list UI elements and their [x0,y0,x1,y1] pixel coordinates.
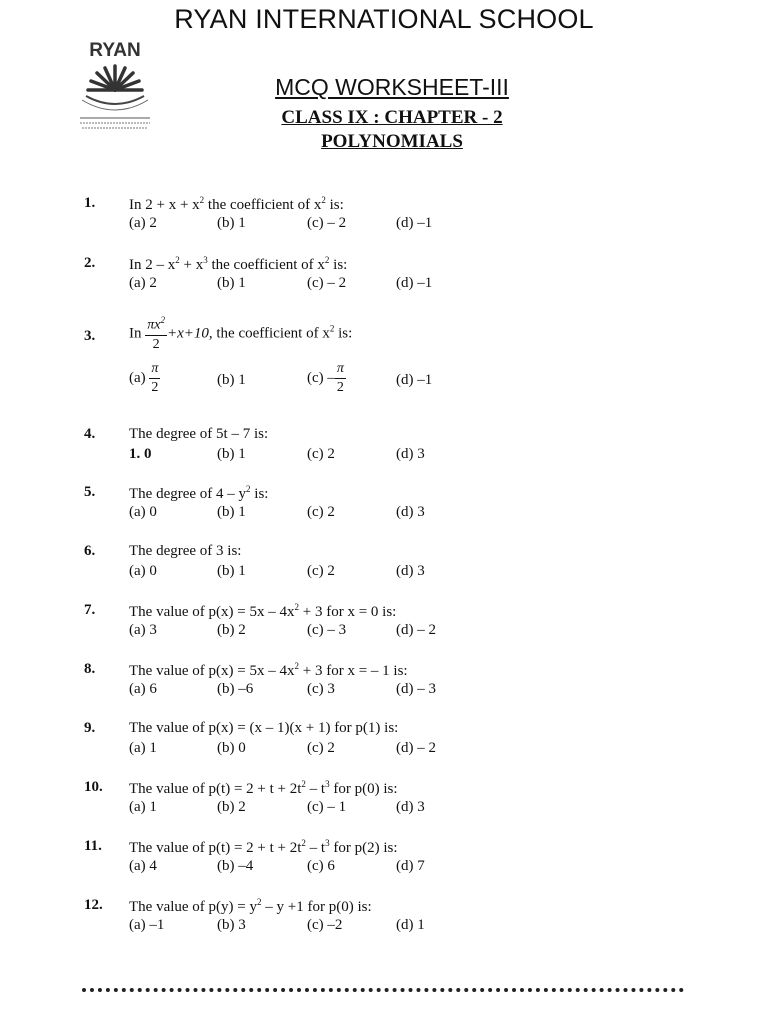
option-d: (d) 3 [396,563,425,579]
question-5 [0,484,768,524]
option-b: (b) 1 [217,446,246,462]
option-c: (c) 2 [307,563,335,579]
question-text: The value of $p(x) = 5x - 4x^2 + 3$ for x = 0 is: [129,602,397,620]
question-text: In $2 - x^2 + x^3$ the coefficient of $x^2$ is: [129,255,348,273]
option-b: (b) 2 [217,799,246,815]
option-a: 1. 0 [129,446,152,462]
option-b: (b) 2 [217,622,246,638]
option-d: (d) – 2 [396,622,436,638]
option-c: (c) – 2 [307,275,347,291]
dotted-divider [82,988,684,992]
question-text: The value of p(x) = (x – 1)(x + 1) for p(1) is: [129,720,399,736]
question-number: 1. [84,195,96,211]
question-3-number: 3. [84,328,96,344]
question-number: 10. [84,779,103,795]
question-text: The value of $p(x) = 5x - 4x^2 + 3$ for x = – 1 is: [129,661,408,679]
option-a: (a) 3 [129,622,157,638]
option-a: (a) 1 [129,799,157,815]
question-3-options [0,362,768,402]
option-a: (a) 1 [129,740,157,756]
question-text: The degree of 5t – 7 is: [129,426,269,442]
option-a: (a) 6 [129,681,157,697]
question-8 [0,661,768,701]
option-d: (d) 1 [396,917,425,933]
option-c: (c) 2 [307,504,335,520]
question-12 [0,897,768,937]
option-a: (a) –1 [129,917,165,933]
question-text: The value of $p(t) = 2 + t + 2t^2 - t^3$ for p(2) is: [129,838,398,856]
option-b: (b) –6 [217,681,254,697]
question-text: The value of $p(t) = 2 + t + 2t^2 - t^3$ for p(0) is: [129,779,398,797]
option-c: (c) 2 [307,446,335,462]
question-number: 6. [84,543,96,559]
question-text: The value of $p(y) = y^2 - y +1$ for p(0) is: [129,897,372,915]
option-c: (c) –2 [307,917,343,933]
option-c: (c) – 2 [307,215,347,231]
option-d: (d) 3 [396,504,425,520]
option-b: (b) –4 [217,858,254,874]
option-d: (d) –1 [396,215,433,231]
option-c: (c) 6 [307,858,335,874]
option-c: (c) 3 [307,681,335,697]
school-title: RYAN INTERNATIONAL SCHOOL [174,4,594,34]
option-a: (a) 0 [129,504,157,520]
question-2 [0,255,768,295]
option-d: (d) –1 [396,275,433,291]
worksheet-title: MCQ WORKSHEET-III [275,74,509,100]
option-a: (a) 2 [129,275,157,291]
question-text: The degree of $4 - y^2$ is: [129,484,269,502]
option-a: (a) 0 [129,563,157,579]
option-d: (d) – 3 [396,681,436,697]
option-d: (d) –1 [396,372,433,388]
question-number: 9. [84,720,96,736]
option-b: (b) 3 [217,917,246,933]
chapter-name: POLYNOMIALS [321,131,463,152]
question-text: In $2 + x + x^2$ the coefficient of $x^2$ is: [129,195,344,213]
option-c: (c) 2 [307,740,335,756]
question-number: 8. [84,661,96,677]
option-c: (c) – 1 [307,799,347,815]
class-chapter-heading: CLASS IX : CHAPTER - 2 [281,107,503,128]
option-b: (b) 1 [217,563,246,579]
logo-wordmark: RYAN [89,40,141,61]
option-d: (d) 7 [396,858,425,874]
option-a: (a) $\frac{\pi}{2}$ [129,361,159,395]
option-a: (a) 2 [129,215,157,231]
question-number: 4. [84,426,96,442]
question-number: 12. [84,897,103,913]
question-1 [0,195,768,235]
question-9 [0,720,768,760]
question-3-text: In $\frac{\pi x^2}{2}$ +x+10, the coefficient of $x^2$ is: [129,315,353,352]
option-b: (b) 1 [217,372,246,388]
question-6 [0,543,768,583]
fraction: $\frac{\pi x^2}{2}$ [147,315,165,352]
question-number: 2. [84,255,96,271]
option-b: (b) 1 [217,504,246,520]
question-10 [0,779,768,819]
question-number: 5. [84,484,96,500]
question-4 [0,426,768,466]
option-d: (d) 3 [396,799,425,815]
option-a: (a) 4 [129,858,157,874]
question-text: The degree of 3 is: [129,543,242,559]
option-d: (d) 3 [396,446,425,462]
question-number: 7. [84,602,96,618]
option-c: (c) – $\frac{\pi}{2}$ [307,361,344,395]
option-c: (c) – 3 [307,622,347,638]
option-b: (b) 1 [217,275,246,291]
question-7 [0,602,768,642]
option-b: (b) 1 [217,215,246,231]
option-b: (b) 0 [217,740,246,756]
question-number: 11. [84,838,102,854]
question-11 [0,838,768,878]
option-d: (d) – 2 [396,740,436,756]
